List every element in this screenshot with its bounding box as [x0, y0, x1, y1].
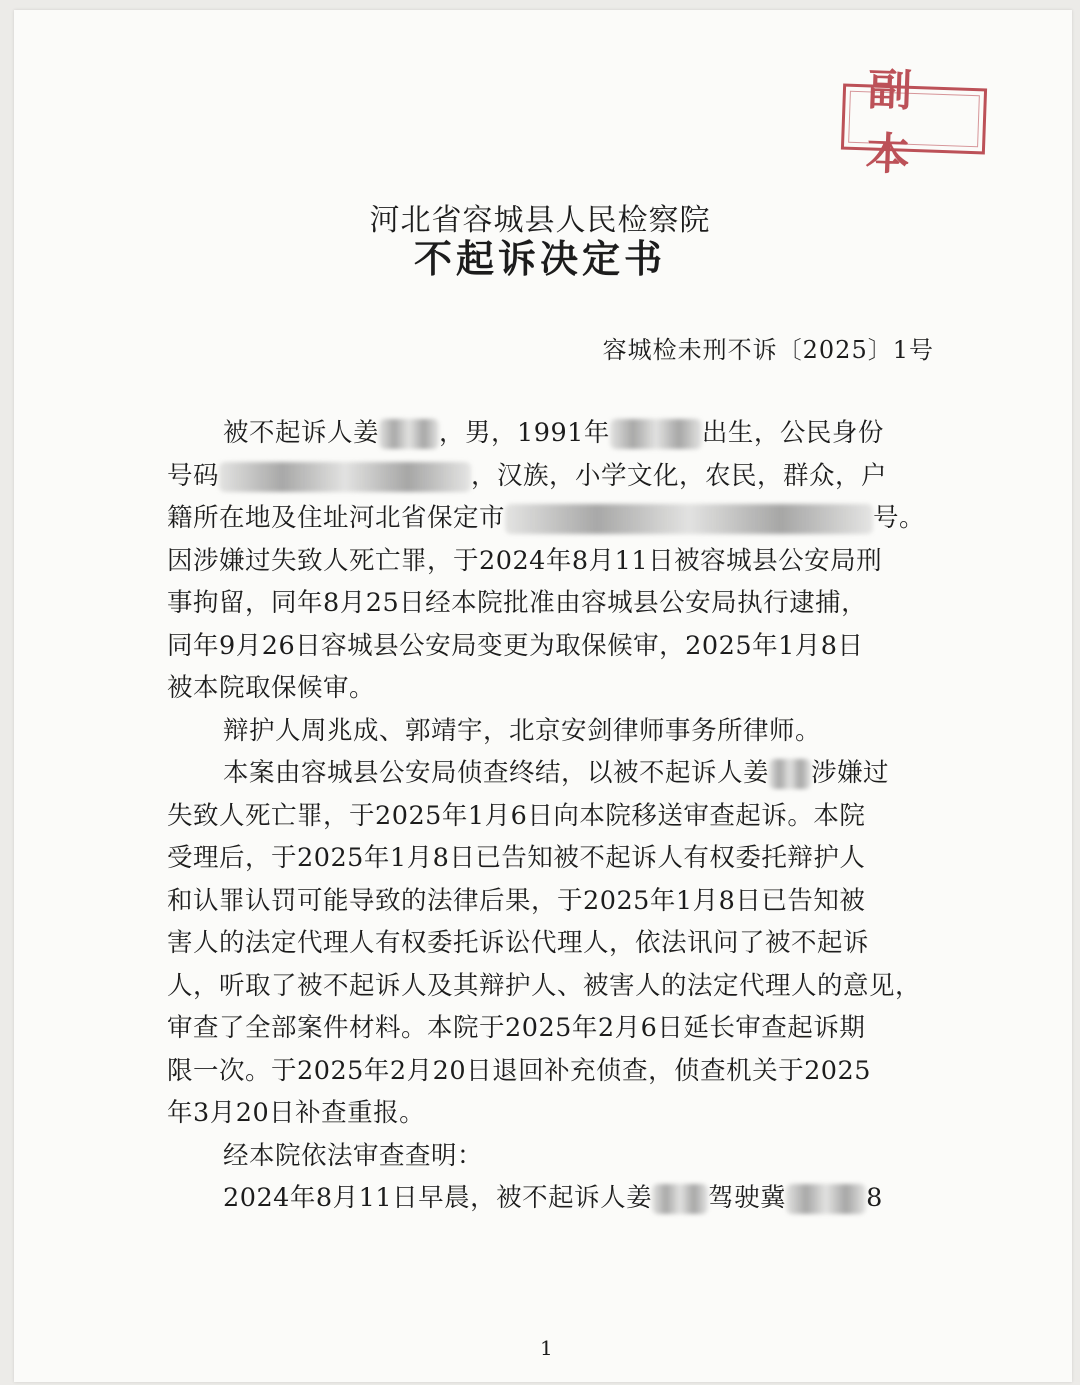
body-line: 和认罪认罚可能导致的法律后果，于2025年1月8日已告知被 [167, 885, 866, 916]
stamp-inner-border [848, 91, 980, 148]
text-segment: 本案由容城县公安局侦查终结，以被不起诉人姜 [223, 758, 770, 788]
text-segment: 涉嫌过 [811, 758, 890, 788]
body-line: 同年9月26日容城县公安局变更为取保候审，2025年1月8日 [167, 630, 864, 661]
document-number: 容城检未刑不诉〔2025〕1号 [602, 336, 934, 364]
body-line: 被本院取保候审。 [167, 673, 376, 703]
body-line: 人，听取了被不起诉人及其辩护人、被害人的法定代理人的意见， [167, 970, 922, 1001]
body-line [167, 455, 937, 498]
stamp-text: 副本 [864, 64, 935, 182]
document-title: 不起诉决定书 [413, 236, 666, 281]
body-line [167, 497, 937, 540]
body-line: 经本院依法审查查明： [223, 1140, 484, 1171]
body-line: 因涉嫌过失致人死亡罪，于2024年8月11日被容城县公安局刑 [167, 545, 883, 576]
copy-stamp [841, 64, 987, 182]
document-body [167, 412, 937, 1220]
text-segment: 号。 [873, 503, 926, 533]
redacted-region [505, 504, 873, 534]
body-line: 失致人死亡罪，于2025年1月6日向本院移送审查起诉。本院 [167, 800, 866, 831]
text-segment: 被不起诉人姜 [223, 418, 380, 448]
body-line: 辩护人周兆成、郭靖宇，北京安剑律师事务所律师。 [223, 715, 822, 746]
body-line: 害人的法定代理人有权委托诉讼代理人，依法讯问了被不起诉 [167, 928, 870, 958]
redacted-region [219, 462, 471, 492]
body-line [167, 752, 937, 795]
redacted-region [786, 1184, 866, 1214]
organization-name: 河北省容城县人民检察院 [369, 203, 711, 238]
body-line: 受理后，于2025年1月8日已告知被不起诉人有权委托辩护人 [167, 843, 866, 873]
body-line [167, 412, 937, 455]
redacted-region [769, 759, 811, 789]
text-segment: 号码 [167, 460, 220, 491]
redacted-region [379, 419, 439, 449]
body-line [167, 1177, 937, 1220]
text-segment: ，男，1991年 [439, 418, 610, 448]
text-segment: 8 [866, 1183, 883, 1213]
page-number: 1 [540, 1336, 553, 1360]
body-line: 事拘留，同年8月25日经本院批准由容城县公安局执行逮捕， [167, 588, 868, 618]
redacted-region [610, 419, 702, 449]
body-line: 审查了全部案件材料。本院于2025年2月6日延长审查起诉期 [167, 1013, 866, 1043]
text-segment: 2024年8月11日早晨，被不起诉人姜 [223, 1183, 653, 1213]
text-segment: 出生，公民身份 [701, 418, 884, 448]
text-segment: 籍所在地及住址河北省保定市 [167, 503, 506, 533]
redacted-region [652, 1184, 708, 1214]
body-line: 年3月20日补查重报。 [167, 1098, 426, 1128]
body-line: 限一次。于2025年2月20日退回补充侦查，侦查机关于2025 [167, 1055, 871, 1086]
text-segment: ，汉族，小学文化，农民，群众，户 [471, 460, 888, 491]
text-segment: 驾驶冀 [708, 1183, 787, 1213]
